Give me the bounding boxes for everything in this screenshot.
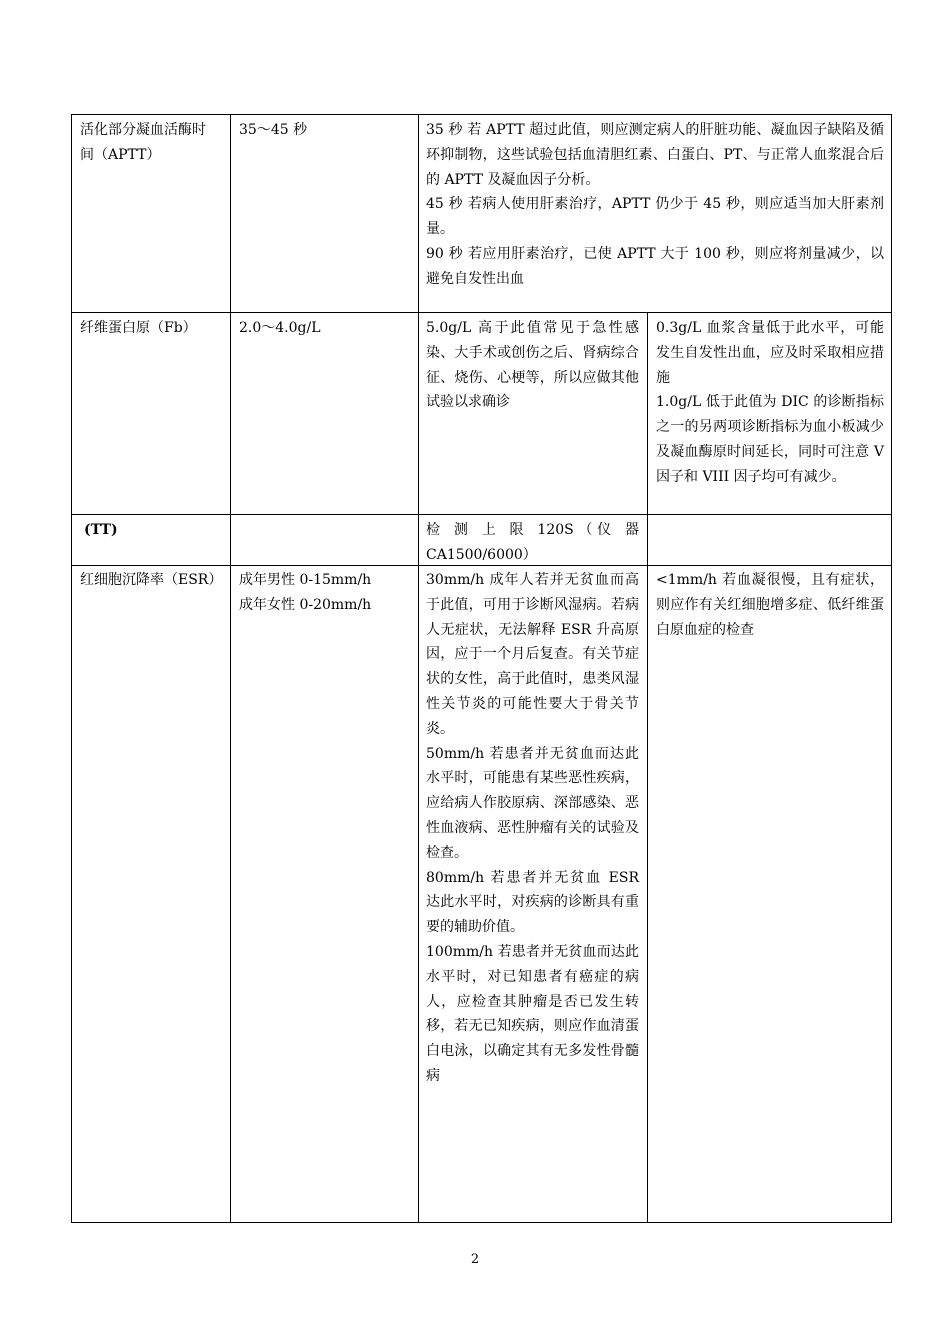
row-fb-name-text: 纤维蛋白原（Fb） xyxy=(80,320,197,336)
row-aptt-normal xyxy=(239,118,414,143)
row-aptt-note-45: 45 秒 若病人使用肝素治疗，APTT 仍少于 45 秒，则应适当加大肝素剂量。 xyxy=(426,196,884,238)
row-esr-normal-male: 成年男性 0-15mm/h xyxy=(239,572,372,588)
row-tt-name xyxy=(84,518,226,543)
row-esr-note-80: 80mm/h 若患者并无贫血 ESR 达此水平时，对疾病的诊断具有重要的辅助价值。 xyxy=(426,869,639,936)
row-fb-high xyxy=(426,316,639,415)
row-esr-note-100: 100mm/h 若患者并无贫血而达此水平时，对已知患者有癌症的病人，应检查其肿瘤是否已发生转移，若无已知疾病，则应作血清蛋白电泳，以确定其有无多发性骨髓病 xyxy=(426,943,639,1084)
table-rule-row2-bottom xyxy=(71,514,892,515)
row-esr-note-30: 30mm/h 成年人若并无贫血而高于此值，可用于诊断风湿病。若病人无症状，无法解释 ESR 升高原因，应于一个月后复查。有关节症状的女性，高于此值时，患类风湿性关节炎的可能性要大于骨关节炎。 xyxy=(426,572,639,737)
row-tt-name-text: (TT) xyxy=(84,522,118,538)
table-rule-left xyxy=(71,114,72,1223)
row-esr-normal-female: 成年女性 0-20mm/h xyxy=(239,596,372,613)
page-number: 2 xyxy=(470,1252,480,1267)
row-esr-low-note: <1mm/h 若血凝很慢，且有症状，则应作有关红细胞增多症、低纤维蛋白原血症的检查 xyxy=(656,572,884,638)
row-aptt-name xyxy=(80,118,226,168)
row-fb-low-note-1: 0.3g/L 血浆含量低于此水平，可能发生自发性出血，应及时采取相应措施 xyxy=(656,320,884,386)
row-esr-high xyxy=(426,568,639,1089)
row-aptt-note-90: 90 秒 若应用肝素治疗，已使 APTT 大于 100 秒，则应将剂量减少，以避免自发性出血 xyxy=(426,245,884,287)
table-rule-col1 xyxy=(230,114,231,1223)
row-esr-low xyxy=(656,568,884,642)
table-rule-row1-bottom xyxy=(71,312,892,313)
row-tt-high xyxy=(426,518,639,568)
table-rule-col2 xyxy=(418,114,419,1223)
row-esr-normal xyxy=(239,568,414,618)
row-tt-high-note: 检 测 上 限 120S（仪 器 CA1500/6000） xyxy=(426,522,639,563)
row-esr-note-50: 50mm/h 若患者并无贫血而达此水平时，可能患有某些恶性疾病，应给病人作胶原病、深部感染、恶性血液病、恶性肿瘤有关的试验及检查。 xyxy=(426,745,639,861)
row-fb-low-note-2: 1.0g/L 低于此值为 DIC 的诊断指标之一的另两项诊断指标为血小板减少及凝血酶原时间延长，同时可注意 V 因子和 VIII 因子均可有减少。 xyxy=(656,394,884,485)
table-rule-col3 xyxy=(647,312,648,1223)
table-rule-top xyxy=(71,114,892,115)
row-aptt-name-line1: 活化部分凝血活酶时 xyxy=(80,122,206,138)
row-fb-high-note: 5.0g/L 高于此值常见于急性感染、大手术或创伤之后、肾病综合征、烧伤、心梗等，所以应做其他试验以求确诊 xyxy=(426,320,639,411)
table-rule-right xyxy=(891,114,892,1223)
row-aptt-note-35: 35 秒 若 APTT 超过此值，则应测定病人的肝脏功能、凝血因子缺陷及循环抑制物，这些试验包括血清胆红素、白蛋白、PT、与正常人血浆混合后的 APTT 及凝血因子分析。 xyxy=(426,122,884,188)
row-fb-low xyxy=(656,316,884,490)
table-rule-bottom xyxy=(71,1222,892,1223)
row-fb-normal xyxy=(239,316,414,341)
row-aptt-high xyxy=(426,118,884,292)
row-aptt-normal-value: 35～45 秒 xyxy=(239,122,308,138)
row-aptt-name-line2: 间（APTT） xyxy=(80,146,161,163)
row-fb-normal-value: 2.0～4.0g/L xyxy=(239,320,321,336)
row-esr-name xyxy=(80,568,226,593)
row-fb-name xyxy=(80,316,226,341)
row-esr-name-text: 红细胞沉降率（ESR） xyxy=(80,572,223,588)
